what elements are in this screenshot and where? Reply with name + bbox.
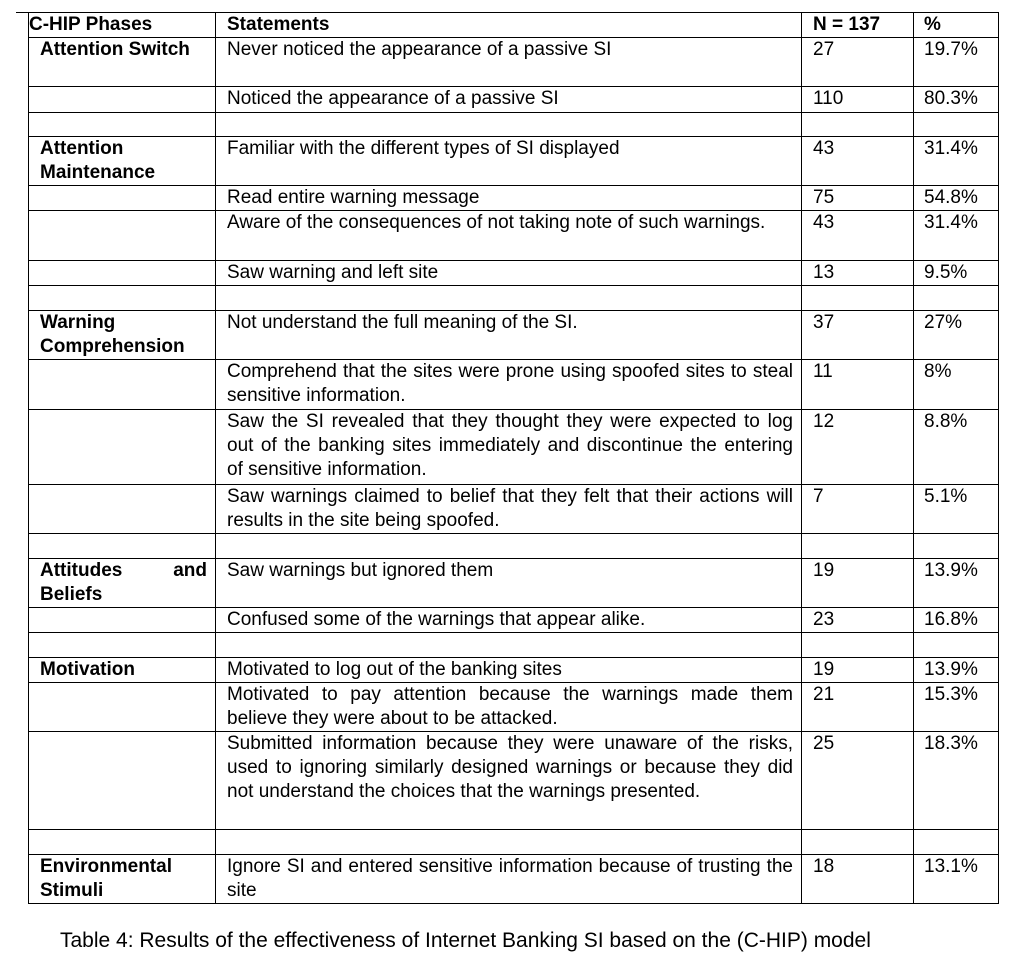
phase-cell (29, 732, 216, 830)
spacer-row (29, 830, 999, 855)
statement-cell: Saw the SI revealed that they thought they were expected to log out of the banking sites immediately and discontinue the entering of sensitive information. (216, 410, 802, 485)
phase-cell: Attention Switch (29, 38, 216, 87)
phase-cell: Environmental Stimuli (29, 855, 216, 904)
percent-cell: 13.9% (914, 658, 999, 683)
n-cell: 75 (802, 186, 914, 211)
n-cell: 7 (802, 485, 914, 534)
statement-cell: Aware of the consequences of not taking note of such warnings. (216, 211, 802, 261)
spacer-row (29, 113, 999, 137)
spacer-row (29, 534, 999, 559)
percent-cell: 31.4% (914, 137, 999, 186)
spacer-row (29, 286, 999, 311)
table-row (29, 186, 999, 211)
percent-cell: 31.4% (914, 211, 999, 261)
n-cell: 19 (802, 559, 914, 608)
n-cell: 43 (802, 137, 914, 186)
statement-cell: Ignore SI and entered sensitive information because of trusting the site (216, 855, 802, 904)
phase-cell (29, 261, 216, 286)
header-n: N = 137 (802, 13, 914, 38)
table-row (29, 559, 999, 608)
header-percent: % (914, 13, 999, 38)
statement-cell: Confused some of the warnings that appear alike. (216, 608, 802, 633)
table-row (29, 311, 999, 360)
phase-cell (29, 360, 216, 410)
table-row (29, 855, 999, 904)
table-row (29, 608, 999, 633)
phase-cell: Attention Maintenance (29, 137, 216, 186)
table-row (29, 410, 999, 485)
percent-cell: 15.3% (914, 683, 999, 732)
n-cell: 110 (802, 87, 914, 113)
phase-cell: Motivation (29, 658, 216, 683)
n-cell: 19 (802, 658, 914, 683)
percent-cell: 54.8% (914, 186, 999, 211)
percent-cell: 5.1% (914, 485, 999, 534)
phase-cell (29, 683, 216, 732)
table-row (29, 732, 999, 830)
n-cell: 18 (802, 855, 914, 904)
table-row (29, 38, 999, 87)
statement-cell: Motivated to pay attention because the warnings made them believe they were about to be attacked. (216, 683, 802, 732)
statement-cell: Saw warnings but ignored them (216, 559, 802, 608)
spacer-row (29, 633, 999, 658)
table-caption: Table 4: Results of the effectiveness of Internet Banking SI based on the (C-HIP) model (60, 929, 871, 952)
percent-cell: 8.8% (914, 410, 999, 485)
statement-cell: Motivated to log out of the banking sites (216, 658, 802, 683)
percent-cell: 8% (914, 360, 999, 410)
n-cell: 25 (802, 732, 914, 830)
phase-cell (29, 87, 216, 113)
statement-cell: Comprehend that the sites were prone using spoofed sites to steal sensitive information. (216, 360, 802, 410)
phase-cell (29, 211, 216, 261)
percent-cell: 13.9% (914, 559, 999, 608)
percent-cell: 27% (914, 311, 999, 360)
percent-cell: 9.5% (914, 261, 999, 286)
percent-cell: 16.8% (914, 608, 999, 633)
table-row (29, 137, 999, 186)
phase-cell: Attitudes and Beliefs (29, 559, 216, 608)
percent-cell: 13.1% (914, 855, 999, 904)
phase-cell: Warning Comprehension (29, 311, 216, 360)
table-header-row (29, 13, 999, 38)
statement-cell: Noticed the appearance of a passive SI (216, 87, 802, 113)
header-statements: Statements (216, 13, 802, 38)
n-cell: 27 (802, 38, 914, 87)
statement-cell: Familiar with the different types of SI displayed (216, 137, 802, 186)
phase-cell (29, 608, 216, 633)
table-row (29, 211, 999, 261)
phase-cell (29, 485, 216, 534)
percent-cell: 19.7% (914, 38, 999, 87)
table-row (29, 87, 999, 113)
phase-cell (29, 186, 216, 211)
table-row (29, 683, 999, 732)
phase-cell (29, 410, 216, 485)
statement-cell: Submitted information because they were unaware of the risks, used to ignoring similarly designed warnings or because they did not understand the choices that the warnings presented. (216, 732, 802, 830)
table-row (29, 261, 999, 286)
n-cell: 11 (802, 360, 914, 410)
statement-cell: Never noticed the appearance of a passive SI (216, 38, 802, 87)
n-cell: 13 (802, 261, 914, 286)
n-cell: 37 (802, 311, 914, 360)
n-cell: 21 (802, 683, 914, 732)
percent-cell: 18.3% (914, 732, 999, 830)
table-row (29, 658, 999, 683)
statement-cell: Saw warnings claimed to belief that they felt that their actions will results in the site being spoofed. (216, 485, 802, 534)
chip-results-table (28, 12, 999, 904)
statement-cell: Saw warning and left site (216, 261, 802, 286)
n-cell: 43 (802, 211, 914, 261)
statement-cell: Not understand the full meaning of the SI. (216, 311, 802, 360)
n-cell: 12 (802, 410, 914, 485)
header-phases: C-HIP Phases (29, 13, 216, 38)
table-row (29, 360, 999, 410)
n-cell: 23 (802, 608, 914, 633)
table-row (29, 485, 999, 534)
statement-cell: Read entire warning message (216, 186, 802, 211)
percent-cell: 80.3% (914, 87, 999, 113)
